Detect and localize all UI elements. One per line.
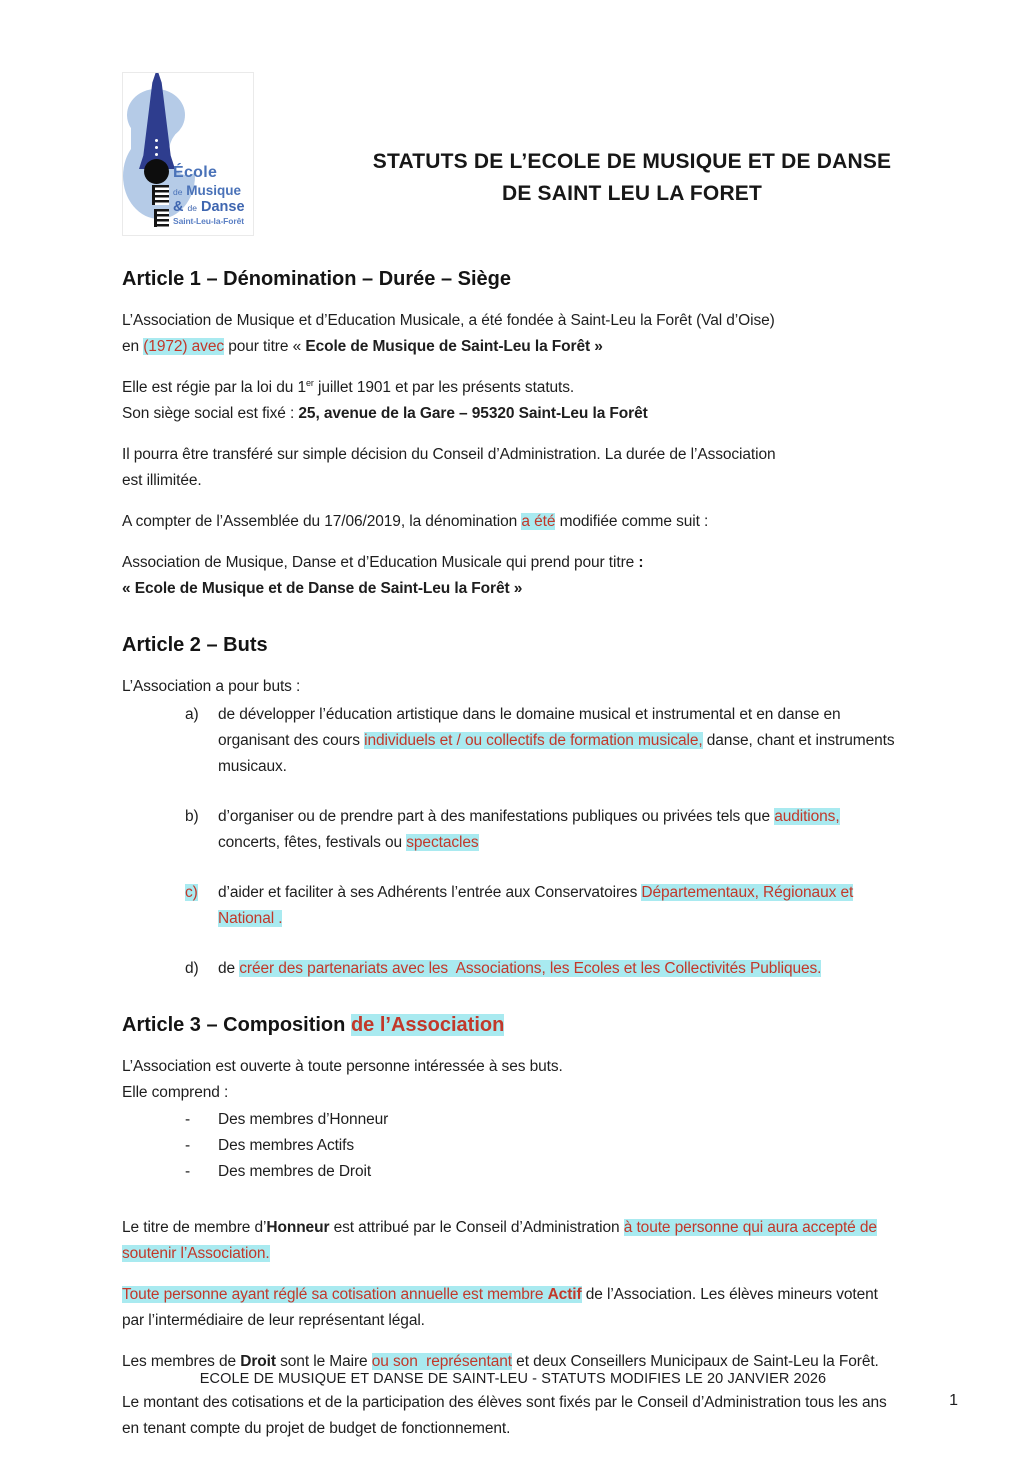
text-run: L’Association de Musique et d’Education Musicale, a été fondée à Saint-Leu la Forêt (Val d’Oise)	[122, 312, 775, 329]
paragraph-law	[122, 375, 982, 427]
paragraph-transfer	[122, 442, 982, 494]
text-run: Des membres de Droit	[218, 1163, 372, 1180]
list-item-a	[185, 702, 982, 780]
text-run: Des membres Actifs	[218, 1137, 355, 1154]
text-run: -	[185, 1137, 191, 1154]
paragraph-honneur	[122, 1215, 982, 1267]
text-run: :	[638, 554, 644, 571]
logo-word-city: Saint-Leu-la-Forêt	[173, 216, 244, 226]
text-run: de l’Association	[350, 1014, 505, 1036]
text-run: L’Association est ouverte à toute personne intéressée à ses buts.	[122, 1058, 563, 1075]
school-logo	[122, 72, 254, 236]
text-run: Des membres d’Honneur	[218, 1111, 389, 1128]
list-marker	[185, 1107, 218, 1133]
list-marker	[185, 1159, 218, 1185]
text-run: a)	[185, 706, 199, 723]
text-run: A compter de l’Assemblée du 17/06/2019, la dénomination	[122, 513, 522, 530]
text-run: Il pourra être transféré sur simple décision du Conseil d’Administration. La durée de l’Association	[122, 446, 776, 463]
text-run: est illimitée.	[122, 472, 202, 489]
document-content	[122, 266, 982, 1442]
text-run: par l’intermédiaire de leur représentant légal.	[122, 1312, 425, 1329]
text-run: Honneur	[266, 1219, 330, 1236]
text-run: Association de Musique, Danse et d’Education Musicale qui prend pour titre	[122, 554, 639, 571]
logo-ampersand: &	[173, 198, 184, 215]
steeple-dot	[155, 146, 158, 149]
list-item-text	[218, 702, 894, 780]
piano-keys-icon	[152, 185, 169, 205]
list-marker	[185, 1133, 218, 1159]
steeple-dot	[155, 153, 158, 156]
text-run: concerts, fêtes, festivals ou	[218, 834, 407, 851]
page-number: 1	[949, 1392, 958, 1409]
list-marker	[185, 702, 218, 780]
article-2-heading	[122, 632, 982, 659]
text-run: -	[185, 1163, 191, 1180]
text-run: Article 1 – Dénomination – Durée – Siège	[122, 268, 512, 290]
text-run: organisant des cours	[218, 732, 365, 749]
logo-musique: Musique	[186, 183, 241, 198]
paragraph-assembly	[122, 509, 982, 535]
text-run: musicaux.	[218, 758, 287, 775]
logo-word-ecole: École	[173, 164, 218, 181]
text-run: National .	[218, 910, 283, 927]
text-run: auditions,	[774, 808, 840, 825]
document-title-line1: STATUTS DE L’ECOLE DE MUSIQUE ET DE DANSE	[372, 150, 892, 173]
list-item-c	[185, 880, 982, 932]
text-run: -	[185, 1111, 191, 1128]
dash-item-honneur	[185, 1107, 982, 1133]
paragraph-cotisations	[122, 1390, 982, 1442]
text-run: individuels et / ou collectifs de formation musicale,	[364, 732, 703, 749]
text-run: en tenant compte du projet de budget de fonctionnement.	[122, 1420, 511, 1437]
text-run: modifiée comme suit :	[555, 513, 709, 530]
dash-item-droit	[185, 1159, 982, 1185]
list-item-text	[218, 1159, 371, 1185]
list-item-d	[185, 956, 982, 982]
text-run: soutenir l’Association.	[122, 1245, 270, 1262]
list-item-text	[218, 1107, 388, 1133]
logo-small-de: de	[187, 202, 197, 213]
dash-item-actifs	[185, 1133, 982, 1159]
text-run: d’aider et faciliter à ses Adhérents l’entrée aux Conservatoires	[218, 884, 642, 901]
list-item-text	[218, 804, 840, 856]
text-run: Droit	[240, 1353, 276, 1370]
list-item-b	[185, 804, 982, 856]
list-marker	[185, 956, 218, 982]
list-item-text	[218, 956, 821, 982]
text-run: sont le Maire	[275, 1353, 372, 1370]
text-run: Elle comprend :	[122, 1084, 229, 1101]
logo-danse: Danse	[201, 198, 245, 215]
text-run: « Ecole de Musique et de Danse de Saint-Leu la Forêt »	[122, 580, 523, 597]
logo-word-danse	[173, 200, 245, 215]
paragraph-buts-intro	[122, 674, 982, 700]
text-run: danse, chant et instruments	[702, 732, 895, 749]
text-run: et deux Conseillers Municipaux de Saint-Leu la Forêt.	[511, 1353, 879, 1370]
list-marker	[185, 880, 218, 932]
text-run: à toute personne qui aura accepté de	[623, 1219, 877, 1236]
text-run: Départementaux, Régionaux et	[641, 884, 854, 901]
footer-line: ECOLE DE MUSIQUE ET DANSE DE SAINT-LEU - STATUTS MODIFIES LE 20 JANVIER 2026	[199, 1371, 827, 1387]
paragraph-new-title	[122, 550, 982, 602]
text-run: est attribué par le Conseil d’Administration	[329, 1219, 624, 1236]
text-run: d’organiser ou de prendre part à des manifestations publiques ou privées tels que	[218, 808, 775, 825]
text-run: er	[305, 377, 314, 388]
article-3-heading	[122, 1012, 982, 1039]
text-run: d)	[185, 960, 199, 977]
document-title-line2: DE SAINT LEU LA FORET	[501, 182, 763, 205]
text-run: en	[122, 338, 144, 355]
text-run: ou son représentant	[371, 1353, 512, 1370]
text-run: Son siège social est fixé :	[122, 405, 299, 422]
piano-keys-icon	[154, 209, 169, 227]
text-run: L’Association a pour buts :	[122, 678, 301, 695]
text-run: Toute personne ayant réglé sa cotisation annuelle est membre	[122, 1286, 548, 1303]
text-run: de	[218, 960, 240, 977]
text-run: Le montant des cotisations et de la participation des élèves sont fixés par le Conseil d’Administration tous les ans	[122, 1394, 887, 1411]
page-content	[122, 70, 982, 1457]
text-run: créer des partenariats avec les Associations, les Ecoles et les Collectivités Publiques.	[239, 960, 822, 977]
paragraph-founding	[122, 308, 982, 360]
steeple-dot	[155, 139, 158, 142]
logo-small-de: de	[173, 187, 183, 197]
list-marker	[185, 804, 218, 856]
text-run: 25, avenue de la Gare – 95320 Saint-Leu la Forêt	[298, 405, 648, 422]
text-run: c)	[185, 884, 198, 901]
document-header	[122, 70, 982, 236]
article-1-heading	[122, 266, 982, 293]
text-run: Article 2 – Buts	[122, 634, 268, 656]
text-run: (1972) avec	[143, 338, 225, 355]
text-run: Ecole de Musique de Saint-Leu la Forêt »	[305, 338, 603, 355]
text-run: Article 3 – Composition	[122, 1014, 351, 1036]
list-item-text	[218, 1133, 354, 1159]
logo-text	[173, 165, 245, 226]
text-run: juillet 1901 et par les présents statuts.	[313, 379, 575, 396]
text-run: Le titre de membre d’	[122, 1219, 267, 1236]
text-run: de développer l’éducation artistique dans le domaine musical et instrumental et en danse en	[218, 706, 841, 723]
text-run: pour titre «	[224, 338, 306, 355]
text-run: de l’Association. Les élèves mineurs votent	[581, 1286, 878, 1303]
text-run: Actif	[547, 1286, 582, 1303]
document-title	[254, 70, 982, 210]
list-item-text	[218, 880, 853, 932]
text-run: Les membres de	[122, 1353, 241, 1370]
text-run: a été	[521, 513, 556, 530]
paragraph-actif	[122, 1282, 982, 1334]
paragraph-composition-intro	[122, 1054, 982, 1106]
logo-black-circle	[144, 159, 169, 184]
logo-word-musique	[173, 184, 245, 198]
text-run: b)	[185, 808, 199, 825]
text-run: Elle est régie par la loi du 1	[122, 379, 306, 396]
text-run: spectacles	[406, 834, 479, 851]
